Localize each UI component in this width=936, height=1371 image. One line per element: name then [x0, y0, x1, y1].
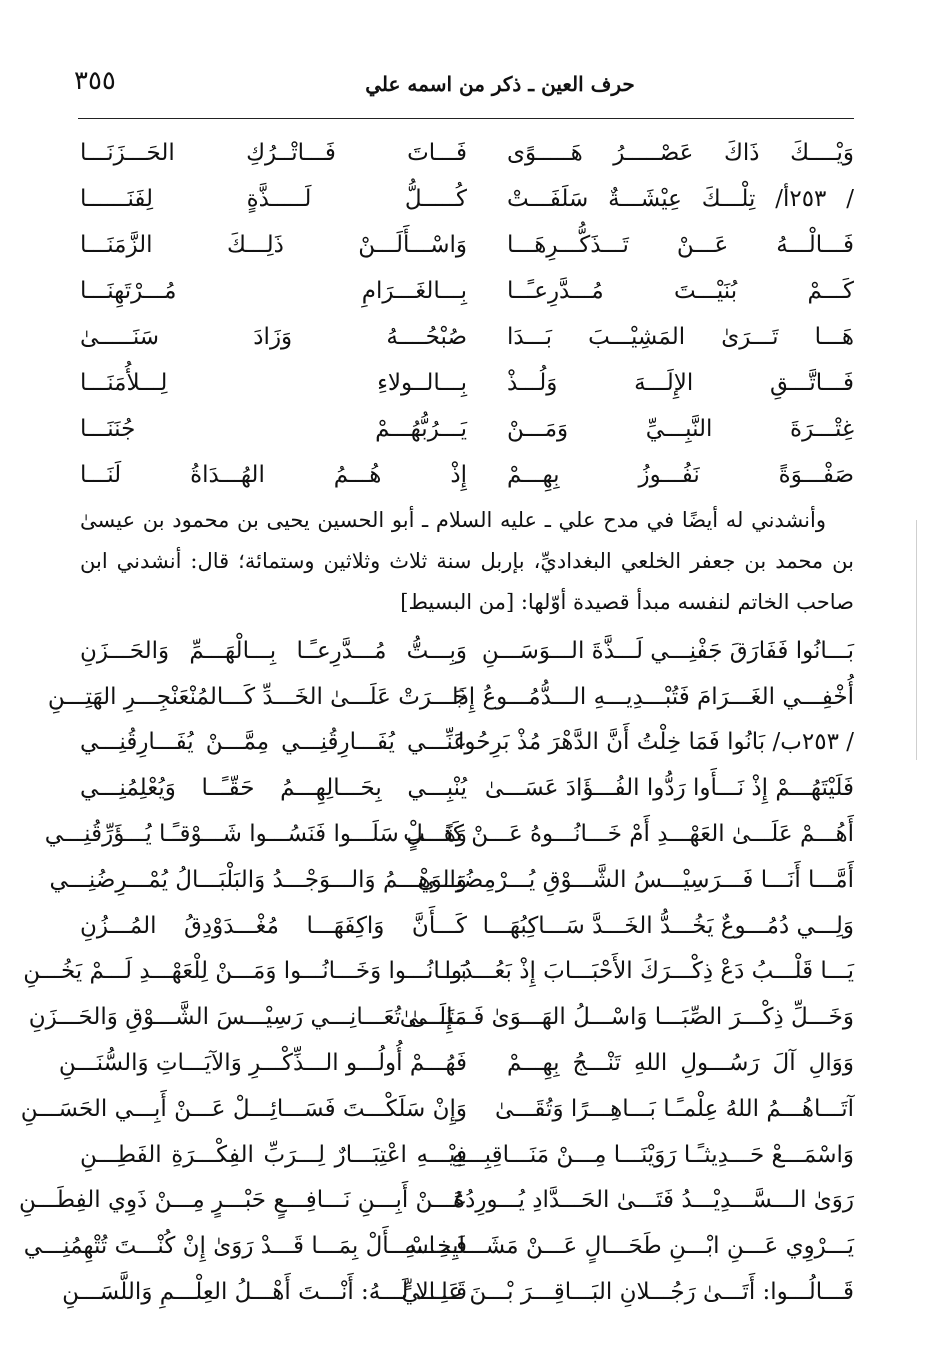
verse-row — [49, 857, 854, 903]
prose-text — [80, 500, 854, 623]
verse-second-hemistich: عَنِّـــي يُفَـــارِقُنِـــي مِمَّـــنْ يُفَـــارِقُنِـــي — [80, 729, 467, 756]
verse-second-hemistich: فَهُـــمْ أُولُـــو الـــذِّكْـــرِ وَالآيَـــاتِ وَالسُّنَـــنِ — [58, 1050, 467, 1077]
verse-first-hemistich: بَـــانُوا فَفَارَقَ جَفْنِـــي لَـــذَّةَ الـــوَسَـــنِ — [481, 637, 854, 664]
verse-first-hemistich: أَمَّـــا أَنَـــا فَـــرَسِيْـــسُ الشَّـــوْقِ يُـــرْمِضُنِـــي — [417, 866, 854, 893]
page-number: ٣٥٥ — [74, 66, 116, 96]
verse-second-hemistich: بَـــانُـــوا وَخَـــانُـــوا وَمَـــنْ لِلْعَهْـــدِ لَـــمْ يَخُـــنِ — [23, 958, 467, 985]
verse-second-hemistich: يُنْبِـــي بِحَـــالِهِـــمُ حَقّـًــا وَيُعْلِمُنِـــي — [80, 775, 467, 802]
prose-paragraph — [80, 500, 854, 623]
verse-second-hemistich: فَـــاسْـــأَلْ بِمَـــا قَـــدْ رَوَىٰ إِنْ كُنْـــتَ تُتْهِمُنِـــي — [23, 1233, 467, 1260]
verse-second-hemistich: عَـــنْ أَبِـــنِ نَـــافِـــعٍ حَبْـــرٍ مِـــنْ ذَوِي الفِطَـــنِ — [19, 1187, 467, 1214]
verse-first-hemistich: فَـــالْـــهُ عَـــنْ تَـــذَكُّـــرِهَـــا — [507, 232, 854, 258]
verse-row — [80, 406, 854, 452]
verse-first-hemistich: أُخْفِـــي الغَـــرَامَ فَتُبْـــدِيـــهِ الـــدُّمُـــوعُ إِذَا — [452, 683, 854, 710]
poem-block-2 — [19, 628, 854, 1315]
verse-second-hemistich: فِيْـــهِ اعْتِبَـــارٌ لِـــرَبِّ الفِكْـــرَةِ الفَطِـــنِ — [80, 1141, 467, 1168]
verse-first-hemistich: فَلَيْتَهُـــمْ إِذْ نَـــأَوا رَدُّوا الفُـــؤَادَ عَسَـــىٰ — [484, 775, 854, 802]
verse-row — [80, 1132, 854, 1178]
verse-second-hemistich: وَالوَهْـــمُ وَالـــوَجْـــدُ وَالبَلْبَـــالُ يُمْـــرِضُنِـــي — [49, 866, 467, 893]
verse-first-hemistich: غِتْـــرَةَ النَّبِـــيِّ وَمَـــنْ — [507, 416, 854, 442]
verse-row — [80, 268, 854, 314]
verse-second-hemistich: قَـــالا لَـــهُ: أَنْـــتَ أَهْـــلُ العِلْـــمِ وَاللَّسَـــنِ — [62, 1279, 467, 1306]
verse-row — [80, 720, 854, 766]
verse-row — [28, 994, 854, 1040]
verse-second-hemistich: مَتَـــىٰ تُعَـــانِـــي رَسِيْـــسَ الشَّـــوْقِ وَالحَـــزَنِ — [28, 1004, 467, 1031]
verse-first-hemistich: وَوَالِ آلَ رَسُـــولِ اللهِ تَنْـــجُ بِهِـــمْ — [507, 1050, 854, 1077]
verse-second-hemistich: وَهَـــلْ سَلَـــوا فَنَسُـــوا شَـــوْقـًـا يُـــؤَرِّقُنِـــي — [44, 821, 467, 848]
verse-first-hemistich: / ٢٥٣أ/ تِلْـــكَ عِيْشَـــةٌ سَلَفَـــتْ — [507, 186, 855, 212]
verse-first-hemistich: وَيْــــكَ ذَاكَ عَصْـــــرُ هَـــــوًى — [507, 140, 854, 166]
verse-row — [80, 452, 854, 498]
verse-second-hemistich: فَـــاتَ فَـــاتْــرُكِ الحَـــزَنَـــا — [80, 140, 467, 166]
meter-label: [من البسيط] — [400, 590, 515, 614]
verse-first-hemistich: صَفْـــوَةً نَفُـــوزُ بِهِـــمْ — [507, 462, 854, 488]
verse-second-hemistich: جَـــرَتْ عَلَـــىٰ الخَـــدِّ كَـــالمُنْعَنْجِـــرِ الهَتِـــنِ — [47, 683, 467, 710]
verse-second-hemistich: إِذْ هُـــمُ الهُـــدَاةُ لَنَـــا — [80, 462, 467, 488]
page-edge-mark — [916, 520, 917, 760]
verse-first-hemistich: يَـــا قَلْـــبُ دَعْ ذِكْـــرَكَ الأَحْبَـــابَ إِذْ بَعُـــدُوا — [444, 958, 854, 985]
verse-first-hemistich: وَلِـــي دُمُـــوعٌ يَخُـــدُّ الخَـــدَّ سَـــاكِبُهَـــا — [482, 912, 854, 939]
verse-row — [58, 1040, 854, 1086]
verse-second-hemistich: بِـــالــولاءِ لِـــلأُمَنَـــا — [80, 370, 467, 396]
verse-first-hemistich: وَاسْمَـــعْ حَـــدِيثـًـا رَوَيْنَـــا مِـــنْ مَنَـــاقِبِـــهِ — [452, 1141, 854, 1168]
verse-row — [62, 1269, 854, 1315]
verse-first-hemistich: / ٢٥٣ب/ بَانُوا فَمَا خِلْتُ أَنَّ الدَّهْرَ مُذْ بَرِحُوا — [457, 729, 854, 756]
verse-row — [80, 903, 854, 949]
verse-row — [80, 222, 854, 268]
verse-second-hemistich: صُبْحُــــهُ وَزَادَ سَنَـــــىٰ — [80, 324, 467, 350]
verse-row — [80, 765, 854, 811]
verse-first-hemistich: رَوَىٰ الـــسَّـــدِيْـــدُ فَتَـــىٰ الحَـــدَّادِ يُـــورِدُهُ — [453, 1187, 854, 1214]
prose-body: وأنشدني له أيضًا في مدح علي ـ عليه السلام ـ أبو الحسين يحيى بن محمود بن عيسىٰ بن محمد بن جعفر الخلعي البغداديِّ، بإربل سنة ثلاث وثلاثين وستمائة؛ قال: أنشدني ابن صاحب الخاتم لنفسه مبدأ قصيدة أوّلها: — [80, 508, 854, 614]
verse-row — [19, 1178, 854, 1224]
verse-row — [80, 176, 854, 222]
verse-row — [80, 130, 854, 176]
verse-row — [23, 1223, 854, 1269]
running-title: حرف العين ـ ذكر من اسمه علي — [365, 72, 635, 96]
verse-row — [23, 949, 854, 995]
verse-first-hemistich: هَـــا تَـــرَىٰ المَشِيْـــبَ بَـــدَا — [507, 324, 854, 350]
verse-first-hemistich: يَـــرْوِي عَـــنِ ابْـــنِ طَحَـــالٍ عَـــنْ مَشَـــايِخِـــهِ — [404, 1233, 854, 1260]
verse-row — [80, 360, 854, 406]
verse-row — [44, 811, 854, 857]
verse-second-hemistich: وَاسْـــأَلَـــنْ ذَلِـــكَ الزَّمَنَـــا — [80, 232, 467, 258]
verse-first-hemistich: وَخَـــلِّ ذِكْـــرَ الصِّبَـــا وَاسْـــلُ الهَـــوَىٰ فَـــإِلَـــىٰ — [399, 1004, 854, 1031]
verse-row — [20, 1086, 854, 1132]
header-rule — [78, 118, 854, 119]
verse-second-hemistich: كُـــــلُّ لَـــــذَّةٍ لِفَنَــــــا — [80, 186, 467, 212]
verse-first-hemistich: قَـــالُـــوا: أَتَـــىٰ رَجُـــلانِ البَـــاقِـــرَ بْـــنَ عَلِـــيٍّ — [401, 1279, 854, 1306]
verse-second-hemistich: كَـــأَنَّ وَاكِفَهَـــا مُغْـــدَوْدِقُ المُـــزُنِ — [80, 912, 467, 939]
verse-first-hemistich: آتَـــاهُـــمُ اللهُ عِلْمـًـا بَـــاهِـــرًا وَتُقَـــىٰ — [495, 1095, 854, 1122]
verse-row — [47, 674, 854, 720]
verse-first-hemistich: أَهُـــمْ عَلَـــىٰ العَهْـــدِ أَمْ خَـــانُـــوهُ عَـــنْ كَثَـــبٍ — [403, 821, 854, 848]
verse-row — [80, 628, 854, 674]
verse-second-hemistich: بِـــالغَـــرَامِ مُـــرْتَهِنَـــا — [80, 278, 467, 304]
verse-second-hemistich: وَإِنْ سَلَكْـــتَ فَسَـــائِـــلْ عَـــنْ أَبِـــي الحَسَـــنِ — [20, 1095, 467, 1122]
verse-row — [80, 314, 854, 360]
verse-second-hemistich: يَـــرُبُّهُـــمْ جُنَنَـــا — [80, 416, 467, 442]
verse-first-hemistich: كَـــمْ بُنَيْـــتَ مُـــدَّرِعـًــا — [507, 278, 854, 304]
verse-first-hemistich: فَـــاتَّـــقِ الإِلَـــهَ وَلُـــذْ — [507, 370, 854, 396]
poem-block-1 — [80, 130, 854, 498]
verse-second-hemistich: وَبِـــتُّ مُـــدَّرِعـًـا بِـــالْهَـــمِّ وَالحَـــزَنِ — [80, 637, 467, 664]
